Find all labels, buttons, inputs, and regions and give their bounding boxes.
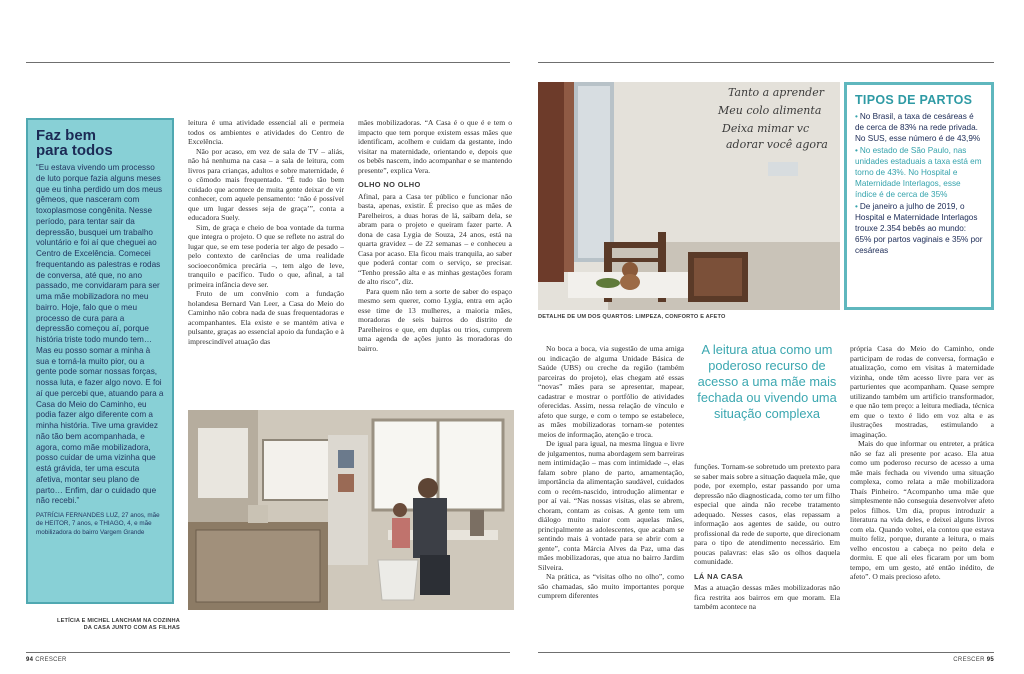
- tipos-list: [855, 111, 983, 256]
- col3-paragraph: De igual para igual, na mesma língua e livre de julgamentos, numa abordagem sem barreiras nem intimidação – mas com intimidade –, elas falam sobre plano de parto, amamentação, importância da alimentação saudável, cuidados com o recém-nascido, introdução alimentar e por aí vai. “Nas nossas visitas, elas se abrem, choram, contam as coisas. A gente tem um diálogo muito maior com aquelas mães, principalmente as adolescentes, que acabam se sentindo mais à vontade para se abrir com a gente”, conta Márcia Alves da Paz, uma das mães mobilizadoras, que atua no bairro Jardim Silveira.: [538, 439, 684, 572]
- sidebar-title: Faz bem para todos: [36, 127, 113, 159]
- sidebar-body: “Eu estava vivendo um processo de luto porque fazia alguns meses que eu tinha perdido um dos meus gêmeos, que nasceram com toxoplasmose congênita. Nesse período, para tentar sair da depressão, busquei um trabalho voluntário e foi aí que cheguei ao Centro de Excelência. Comecei frequentando as palestras e rodas de conversa, até que, no ano passado, me convidaram para ser uma mãe mobilizadora no meu bairro. Hoje, falo que o meu processo de cura para a depressão começou aí, porque história triste todo mundo tem… Mas eu posso somar a minha à sua e torná-la muito pior, ou a gente pode somar nossas forças, nossa luta, e fazer algo novo. E foi aí que percebi que, atuando para a Casa do Meio do Caminho, eu podia fazer algo diferente com a minha história. Tive uma gravidez não tão bem acompanhada, e agora, como mãe mobilizadora, posso cuidar de uma vizinha que está grávida, ter uma escuta afetiva, montar seu plano de parto… Enfim, dar o cuidado que não recebi.”: [36, 163, 164, 506]
- brand-right: CRESCER: [953, 657, 985, 663]
- bottom-rule-left: [26, 652, 510, 653]
- column-5: [850, 344, 994, 644]
- wall-text-line: Deixa mimar vc: [722, 122, 810, 135]
- sidebar-signature: PATRÍCIA FERNANDES LUZ, 27 anos, mãe de HEITOR, 7 anos, e THIAGO, 4, e mãe mobilizadora do bairro Vargem Grande: [36, 512, 160, 536]
- wall-text-line: Tanto a aprender: [728, 86, 824, 99]
- bedroom-photo: [538, 82, 840, 310]
- wall-text-line: adorar você agora: [726, 138, 828, 151]
- col1-paragraph: leitura é uma atividade essencial ali e permeia todos os ambientes e atividades do Centro de Excelência.: [188, 118, 344, 146]
- col5-paragraph: Mais do que informar ou entreter, a prática não se faz ali presente por acaso. Ela atua como um poderoso recurso de acesso a uma mãe mais fechada ou vivendo uma situação complexa, como relata a mãe mobilizadora Thaís Pinheiro. “Acompanho uma mãe que simplesmente não conseguia desenvolver afeto pelos filhos. Um dia, propus introduzir a literatura na vida deles, e deixei alguns livros com ela. Quando voltei, ela contou que estava muito feliz, porque, durante a leitura, o mais velho encostou a cabeça no peito dela e dormiu. E que ali eles ficaram por um bom tempo, em um gesto, até então inédito, de afeto”. O mais precioso afeto.: [850, 439, 994, 581]
- kitchen-photo-illustration: [188, 410, 514, 610]
- sidebar-box: [26, 118, 174, 604]
- footer-left: [26, 657, 67, 663]
- col3-paragraph: Na prática, as “visitas olho no olho”, como são chamadas, são muito importantes porque cumprem diferentes: [538, 572, 684, 600]
- tipos-de-partos-box: [844, 82, 994, 310]
- col4-paragraph: Mas a atuação dessas mães mobilizadoras não fica restrita aos bairros em que moram. Ela também acontece na: [694, 583, 840, 611]
- page-number-right: 95: [986, 657, 994, 663]
- pull-quote: A leitura atua como um poderoso recurso de acesso a uma mãe mais fechada ou vivendo uma situação complexa: [697, 342, 837, 421]
- col2-paragraph: mães mobilizadoras. “A Casa é o que é e tem o impacto que tem porque existem essas mães que identificam, acolhem e cuidam da gestante, indo visitar na maternidade, orientando e, depois que os bebês nascem, indo acompanhar e se mantendo presente”, explica Vera.: [358, 118, 512, 175]
- top-rule-left: [26, 62, 510, 63]
- col1-paragraph: Sim, de graça e cheio de boa vontade da turma que integra o projeto. O que se reflete no astral do lugar que, se em tese poderia ter algo de pesado – pelo contexto de carências de uma realidade socioeconômica precária –, tem algo de leve, tranquilo e pacífico. Tudo o que, afinal, a tal primeira infância deve ser.: [188, 222, 344, 289]
- column-4: [694, 462, 840, 644]
- col4-paragraph: funções. Tornam-se sobretudo um pretexto para se saber mais sobre a situação daquela mãe, que pode, por exemplo, estar passando por uma depressão não diagnosticada, como ter um filho especial que ainda não recebe tratamento adequado. Nesses casos, elas repassam a informação aos agentes de saúde, ou outro profissional da rede de suporte, que direcionam para o tipo de atendimento necessário. Em poucas palavras: elas são os olhos daquela comunidade.: [694, 462, 840, 566]
- col2-paragraph: Afinal, para a Casa ter público e funcionar não basta, apenas, existir. É preciso que as mães de Parelheiros, a duas horas de lá, saibam dela, se abram para o projeto e queiram fazer parte. A dona de casa Lygia de Souza, 24 anos, está na quarta gravidez – de 22 semanas – e conheceu a Casa por acaso. Ela ficou mais tranquila, ao saber que poderá contar com o serviço, se precisar. “Tenho pressão alta e as minhas gestações foram de alto risco”, diz.: [358, 191, 512, 286]
- column-3: [538, 344, 684, 644]
- col4-heading: LÁ NA CASA: [694, 571, 744, 581]
- bedroom-photo-illustration: [538, 82, 840, 310]
- brand-left: CRESCER: [35, 657, 67, 663]
- col2-paragraph: Para quem não tem a sorte de saber do espaço mesmo sem querer, como Lygia, entra em ação esse time de 13 mulheres, a maioria mães, moradoras de seis bairros do distrito de Parelheiros e que, em duplas ou trios, cumprem uma agenda de ações junto às moradoras do bairro.: [358, 286, 512, 353]
- col3-paragraph: No boca a boca, via sugestão de uma amiga ou indicação de alguma Unidade Básica de Saúde (UBS) ou creche da região (também parceiras do projeto), elas chegam até essas “novas” mães para se apresentar, mapear, cadastrar e mostrar o portfólio de atividades oferecidas. Assim, nessa relação de vínculo e afeto que surge, e com o tempo se estabelece, as mães mobilizadoras tornam-se potentes meios de informação, atenção e troca.: [538, 344, 684, 439]
- tipos-item: • No Brasil, a taxa de cesáreas é de cerca de 83% na rede privada. No SUS, esse número é de 43,9%: [855, 112, 981, 143]
- col2-heading: OLHO NO OLHO: [358, 180, 421, 189]
- top-rule-right: [538, 62, 994, 63]
- tipos-title: TIPOS DE PARTOS: [855, 93, 973, 107]
- column-2: [358, 118, 512, 406]
- col1-paragraph: Fruto de um convênio com a fundação holandesa Bernard Van Leer, a Casa do Meio do Caminho não cobra nada de suas frequentadoras e acompanhantes. Ela existe e se mantém ativa e pulsante, graças ao essencial apoio da fundação e à imprescindível atuação das: [188, 289, 344, 346]
- tipos-item: • No estado de São Paulo, nas unidades estaduais a taxa está em torno de 43%. No Hospital e Maternidade Interlagos, esse índice é de cerca de 35%: [855, 146, 982, 199]
- footer-right: [930, 657, 994, 663]
- bedroom-photo-caption: DETALHE DE UM DOS QUARTOS: LIMPEZA, CONFORTO E AFETO: [538, 314, 726, 320]
- column-1: [188, 118, 344, 406]
- bottom-rule-right: [538, 652, 994, 653]
- col1-paragraph: Não por acaso, em vez de sala de TV – aliás, não há nenhuma na casa – a sala de leitura, com livros para crianças, adultos e sobre maternidade, é o cômodo mais frequentado. “É tudo tão bem cuidado que acontece de muita gente deixar de vir conhecer, com aquele pensamento: ‘não é possível que um lugar desses seja de graça’”, conta a educadora Suely.: [188, 146, 344, 222]
- page-number-left: 94: [26, 657, 34, 663]
- wall-text-line: Meu colo alimenta: [718, 104, 822, 117]
- col5-paragraph: própria Casa do Meio do Caminho, onde participam de rodas de conversa, formação e atualização, como em visitas à maternidade vizinha, onde têm acesso livre para ver as parturientes que acompanham. Quase sempre utilizando também um artifício transformador, e que não tem preço: a leitura mediada, técnica em que o texto é lido em voz alta e as ilustrações mostradas, estimulando a imaginação.: [850, 344, 994, 439]
- kitchen-photo-caption: LETÍCIA E MICHEL LANCHAM NA COZINHA DA CASA JUNTO COM AS FILHAS: [56, 618, 180, 631]
- kitchen-photo: [188, 410, 514, 610]
- tipos-item: • De janeiro a julho de 2019, o Hospital e Maternidade Interlagos trouxe 2.354 bebês ao mundo: 65% por partos vaginais e 35% por cesáreas: [855, 202, 983, 255]
